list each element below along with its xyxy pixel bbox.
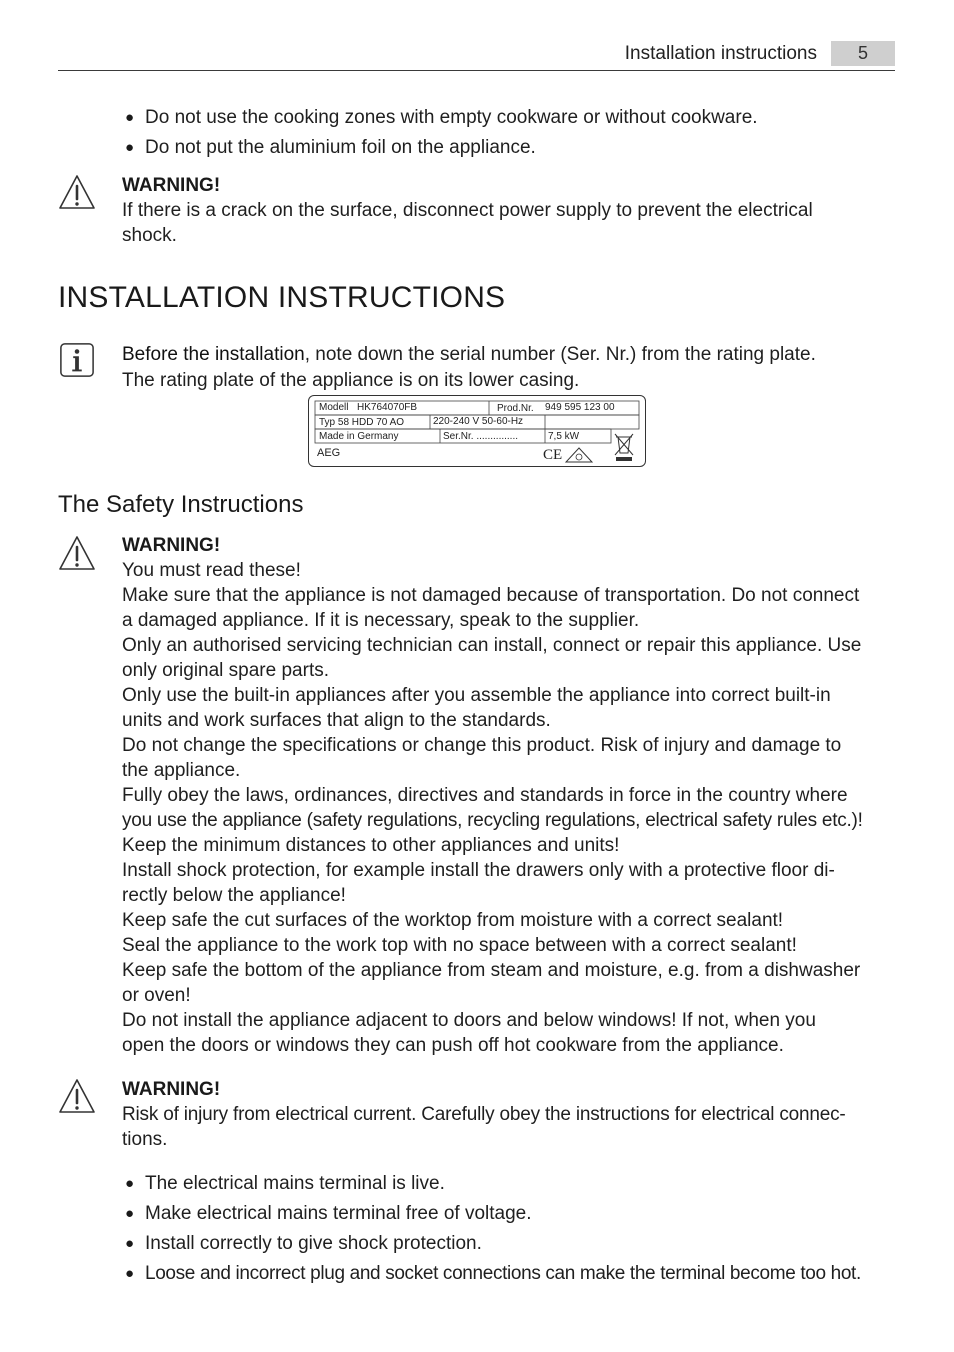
plate-type: Typ 58 HDD 70 AO	[319, 417, 405, 428]
list-item: ● Do not put the aluminium foil on the appliance.	[125, 137, 536, 158]
info-line: The rating plate of the appliance is on its lower casing.	[122, 370, 580, 391]
warning-title: WARNING!	[122, 535, 221, 556]
warning-text-line: shock.	[122, 225, 177, 246]
warning-text-line: only original spare parts.	[122, 660, 329, 681]
warning-triangle-icon	[58, 174, 96, 210]
bullet-dot: ●	[125, 1175, 135, 1192]
plate-made-in: Made in Germany	[319, 431, 399, 442]
warning-text-line: Fully obey the laws, ordinances, directives and standards in force in the country where	[122, 785, 848, 806]
warning-text-line: If there is a crack on the surface, disconnect power supply to prevent the electrical	[122, 200, 813, 221]
safety-mark-icon	[565, 447, 593, 463]
header-rule	[58, 70, 895, 71]
warning-title: WARNING!	[122, 1079, 221, 1100]
warning-text-line: Seal the appliance to the work top with no space between with a correct sealant!	[122, 935, 797, 956]
warning-triangle-icon	[58, 535, 96, 571]
warning-triangle-icon	[58, 1078, 96, 1114]
warning-text-line: Keep the minimum distances to other appliances and units!	[122, 835, 620, 856]
plate-power: 7,5 kW	[548, 431, 580, 442]
warning-text-line: open the doors or windows they can push off hot cookware from the appliance.	[122, 1035, 784, 1056]
warning-text-line: Only use the built-in appliances after you assemble the appliance into correct built-in	[122, 685, 831, 706]
warning-text-line: Make sure that the appliance is not damaged because of transportation. Do not connect	[122, 585, 860, 606]
warning-text-line: Install shock protection, for example install the drawers only with a protective floor di-	[122, 860, 835, 881]
warning-text-line: Do not install the appliance adjacent to doors and below windows! If not, when you	[122, 1010, 816, 1031]
plate-model-label: Modell	[319, 402, 349, 413]
running-header-title: Installation instructions	[624, 43, 817, 64]
bullet-dot: ●	[125, 139, 135, 156]
ce-mark: CE	[543, 447, 563, 463]
warning-text-line: Only an authorised servicing technician can install, connect or repair this appliance. Use	[122, 635, 862, 656]
warning-text-line: a damaged appliance. If it is necessary, speak to the supplier.	[122, 610, 640, 631]
list-item: ● Make electrical mains terminal free of voltage.	[125, 1203, 532, 1224]
warning-text-line: You must read these!	[122, 560, 301, 581]
bullet-dot: ●	[125, 1235, 135, 1252]
info-icon	[58, 342, 96, 378]
bullet-dot: ●	[125, 1265, 135, 1282]
info-line: Before the installation, note down the serial number (Ser. Nr.) from the rating plate.	[122, 344, 816, 365]
weee-bin-icon	[613, 432, 635, 462]
plate-brand: AEG	[317, 447, 341, 459]
warning-text-line: tions.	[122, 1129, 168, 1150]
warning-text-line: Do not change the specifications or change this product. Risk of injury and damage to	[122, 735, 842, 756]
plate-serial: Ser.Nr. ...............	[443, 431, 519, 442]
warning-text-line: you use the appliance (safety regulations, recycling regulations, electrical safety rules etc.)!	[122, 810, 863, 831]
plate-prod-value: 949 595 123 00	[545, 402, 615, 413]
warning-text-line: Keep safe the bottom of the appliance from steam and moisture, e.g. from a dishwasher	[122, 960, 861, 981]
page-title: INSTALLATION INSTRUCTIONS	[58, 281, 506, 314]
warning-text-line: Keep safe the cut surfaces of the worktop from moisture with a correct sealant!	[122, 910, 784, 931]
warning-text-line: the appliance.	[122, 760, 241, 781]
warning-text-line: or oven!	[122, 985, 191, 1006]
warning-text-line: units and work surfaces that align to the standards.	[122, 710, 551, 731]
plate-voltage: 220-240 V 50-60-Hz	[433, 416, 524, 427]
list-item: ● Do not use the cooking zones with empty cookware or without cookware.	[125, 107, 758, 128]
warning-text-line: Risk of injury from electrical current. Carefully obey the instructions for electrical connec-	[122, 1104, 846, 1125]
rating-plate	[308, 395, 646, 467]
list-item: ● The electrical mains terminal is live.	[125, 1173, 445, 1194]
list-item: ● Loose and incorrect plug and socket connections can make the terminal become too hot.	[125, 1263, 861, 1284]
plate-prod-label: Prod.Nr.	[497, 403, 534, 414]
bullet-dot: ●	[125, 109, 135, 126]
list-item: ● Install correctly to give shock protection.	[125, 1233, 482, 1254]
plate-model-value: HK764070FB	[357, 402, 418, 413]
page-number: 5	[831, 41, 895, 66]
section-heading: The Safety Instructions	[58, 491, 304, 518]
warning-title: WARNING!	[122, 175, 221, 196]
info-lead: Before the installation	[122, 344, 305, 365]
bullet-dot: ●	[125, 1205, 135, 1222]
warning-text-line: rectly below the appliance!	[122, 885, 346, 906]
